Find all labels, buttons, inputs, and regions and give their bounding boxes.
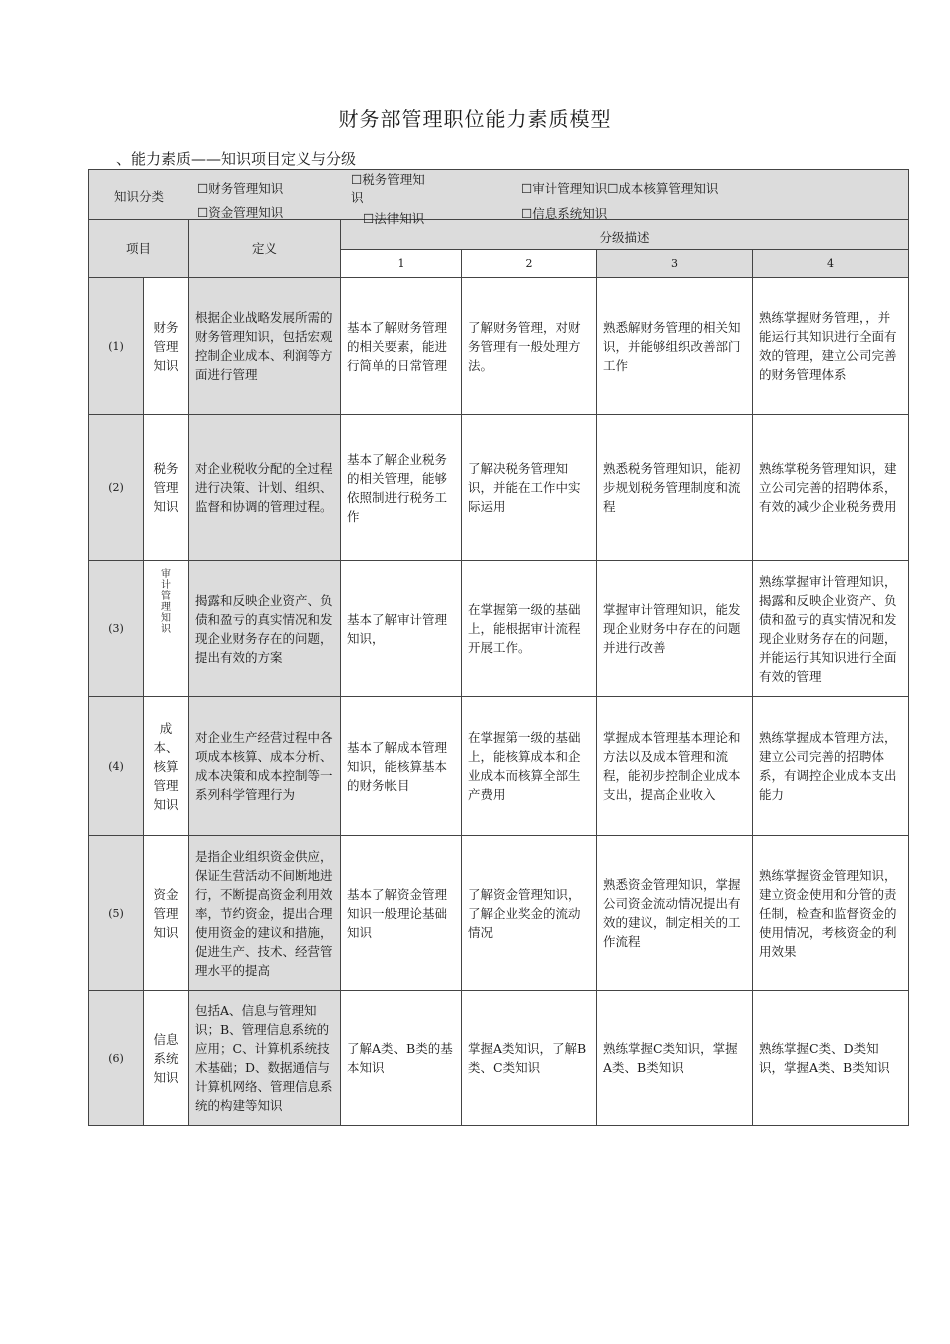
level-2-cell: 了解决税务管理知识，并能在工作中实际运用	[462, 415, 597, 561]
level-1-cell: 基本了解资金管理知识一般理论基础知识	[341, 836, 462, 991]
row-number: (4)	[89, 697, 144, 836]
level-3-cell: 熟悉解财务管理的相关知识，并能够组织改善部门工作	[597, 278, 753, 415]
level-3-cell: 熟悉税务管理知识，能初步规划税务管理制度和流程	[597, 415, 753, 561]
row-number: (1)	[89, 278, 144, 415]
category-funds: ☐资金管理知识	[197, 204, 284, 220]
row-number: (6)	[89, 991, 144, 1126]
level-2-cell: 了解资金管理知识，了解企业奖金的流动情况	[462, 836, 597, 991]
category-finance: ☐财务管理知识	[197, 180, 284, 196]
level-4-cell: 熟练掌握财务管理，，并能运行其知识进行全面有效的管理，建立公司完善的财务管理体系	[753, 278, 909, 415]
level-3-cell: 熟悉资金管理知识，掌握公司资金流动情况提出有效的建议，制定相关的工作流程	[597, 836, 753, 991]
category-cell	[89, 170, 909, 226]
level-3-cell: 熟练掌握C类知识，掌握A类、B类知识	[597, 991, 753, 1126]
category-tax: ☐税务管理知识	[351, 171, 425, 205]
row-name	[144, 561, 189, 697]
row-name-text: 资金管理知识	[153, 886, 179, 940]
row-number: (5)	[89, 836, 144, 991]
category-info-system: ☐信息系统知识	[521, 205, 608, 221]
level-2-cell: 掌握A类知识，了解B类、C类知识	[462, 991, 597, 1126]
row-name-text: 信息系统知识	[153, 1031, 179, 1085]
row-definition: 揭露和反映企业资产、负债和盈亏的真实情况和发现企业财务存在的问题，提出有效的方案	[189, 561, 341, 697]
table-row	[89, 278, 909, 415]
row-name	[144, 836, 189, 991]
header-row-1	[89, 220, 909, 250]
level-2-cell: 了解财务管理，对财务管理有一般处理方法。	[462, 278, 597, 415]
header-levels: 分级描述	[341, 220, 909, 250]
row-name	[144, 278, 189, 415]
row-name-text: 税务管理知识	[153, 461, 179, 514]
level-2-header: 2	[462, 250, 597, 278]
level-2-cell: 在掌握第一级的基础上，能核算成本和企业成本而核算全部生产费用	[462, 697, 597, 836]
header-item: 项目	[89, 220, 189, 278]
table-row	[89, 561, 909, 697]
category-label: 知识分类	[113, 188, 164, 204]
level-3-header: 3	[597, 250, 753, 278]
level-1-cell: 基本了解成本管理知识，能核算基本的财务帐目	[341, 697, 462, 836]
table-row	[89, 697, 909, 836]
row-name-text: 财务管理知识	[153, 319, 179, 373]
level-3-cell: 掌握审计管理知识，能发现企业财务中存在的问题并进行改善	[597, 561, 753, 697]
row-name	[144, 697, 189, 836]
level-4-cell: 熟练掌税务管理知识，建立公司完善的招聘体系，有效的减少企业税务费用	[753, 415, 909, 561]
level-4-header: 4	[753, 250, 909, 278]
category-row	[89, 170, 909, 220]
level-2-cell: 在掌握第一级的基础上，能根据审计流程开展工作。	[462, 561, 597, 697]
row-definition: 根据企业战略发展所需的财务管理知识，包括宏观控制企业成本、利润等方面进行管理	[189, 278, 341, 415]
table-row	[89, 415, 909, 561]
row-definition: 是指企业组织资金供应，保证生营活动不间断地进行，不断提高资金利用效率，节约资金，提出合理使用资金的建议和措施，促进生产、技术、经营管理水平的提高	[189, 836, 341, 991]
knowledge-table	[88, 169, 909, 1126]
level-4-cell: 熟练掌握资金管理知识，建立资金使用和分管的责任制，检查和监督资金的使用情况，考核资金的利用效果	[753, 836, 909, 991]
page-title: 财务部管理职位能力素质模型	[338, 107, 612, 131]
level-1-header: 1	[341, 250, 462, 278]
level-1-cell: 了解A类、B类的基本知识	[341, 991, 462, 1126]
row-name	[144, 415, 189, 561]
level-4-cell: 熟练掌握C类、D类知识，掌握A类、B类知识	[753, 991, 909, 1126]
level-1-cell: 基本了解企业税务的相关管理，能够依照制进行税务工作	[341, 415, 462, 561]
level-1-cell: 基本了解审计管理知识，	[341, 561, 462, 697]
row-number: (2)	[89, 415, 144, 561]
row-definition: 包括A、信息与管理知识；B、管理信息系统的应用；C、计算机系统技术基础；D、数据通信与计算机网络、管理信息系统的构建等知识	[189, 991, 341, 1126]
level-4-cell: 熟练掌握审计管理知识，揭露和反映企业资产、负债和盈亏的真实情况和发现企业财务存在的问题，并能运行其知识进行全面有效的管理	[753, 561, 909, 697]
table-row	[89, 836, 909, 991]
table-row	[89, 991, 909, 1126]
level-3-cell: 掌握成本管理基本理论和方法以及成本管理和流程，能初步控制企业成本支出，提高企业收入	[597, 697, 753, 836]
section-subtitle: 、能力素质——知识项目定义与分级	[116, 150, 357, 168]
row-definition: 对企业税收分配的全过程进行决策、计划、组织、监督和协调的管理过程。	[189, 415, 341, 561]
category-law: ☐法律知识	[363, 210, 425, 226]
category-audit-cost: ☐审计管理知识☐成本核算管理知识	[521, 180, 719, 196]
row-name	[144, 991, 189, 1126]
header-definition: 定义	[189, 220, 341, 278]
level-1-cell: 基本了解财务管理的相关要素，能进行简单的日常管理	[341, 278, 462, 415]
level-4-cell: 熟练掌握成本管理方法，建立公司完善的招聘体系，有调控企业成本支出能力	[753, 697, 909, 836]
row-name-text: 审计管理知识	[161, 569, 171, 635]
row-number: (3)	[89, 561, 144, 697]
row-definition: 对企业生产经营过程中各项成本核算、成本分析、成本决策和成本控制等一系列科学管理行为	[189, 697, 341, 836]
row-name-text: 成本、核算管理知识	[153, 720, 179, 812]
